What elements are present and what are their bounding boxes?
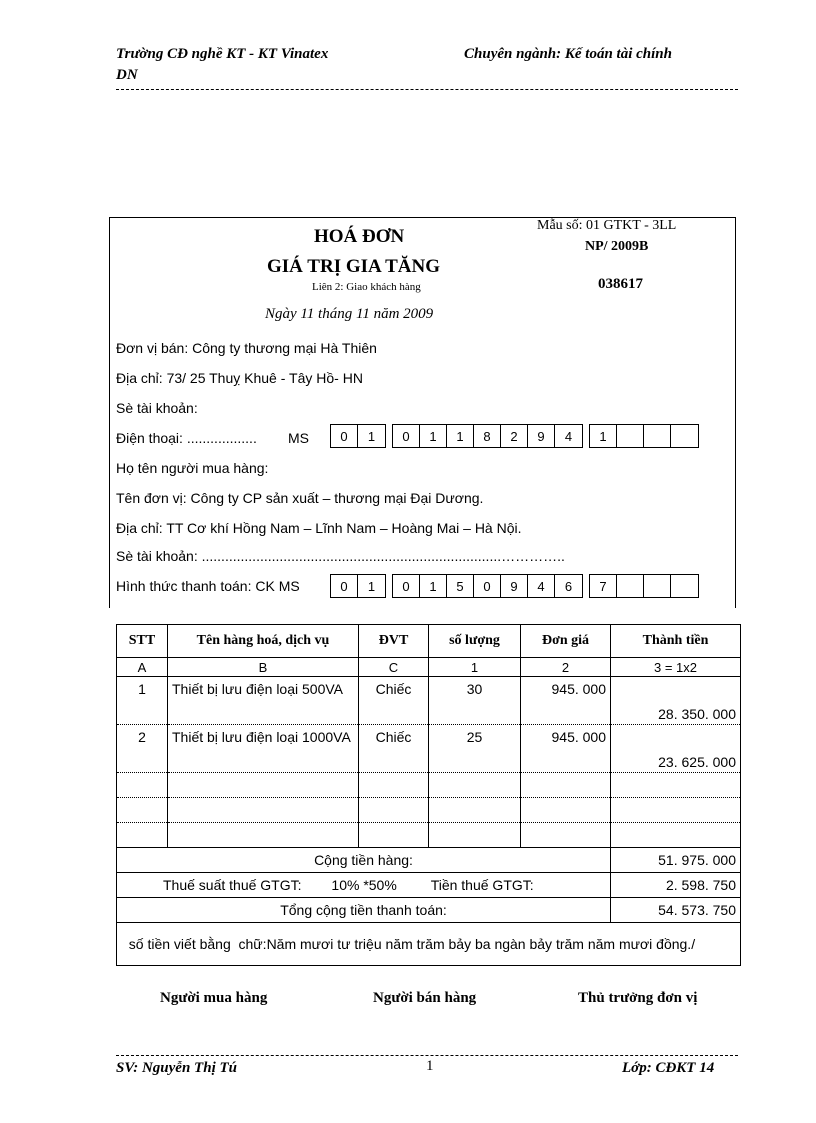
cell-name: Thiết bị lưu điện loại 500VA: [168, 677, 359, 725]
buyer-unit: Tên đơn vị: Công ty CP sản xuất – thương mại Đại Dương.: [116, 490, 484, 506]
col-code: 2: [521, 658, 611, 677]
ms-digit: 8: [474, 425, 501, 447]
header-divider: [116, 89, 738, 90]
table-row: [117, 677, 741, 725]
col-code: 1: [429, 658, 521, 677]
cell-amount: 28. 350. 000: [611, 677, 741, 725]
ms-digit: 1: [590, 425, 617, 447]
seller-phone: Điện thoại: ..................: [116, 430, 257, 446]
buyer-signature-label: Người mua hàng: [160, 990, 268, 1006]
empty-row: [117, 798, 741, 823]
total-label: Tổng cộng tiền thanh toán:: [117, 898, 611, 923]
col-header-qty: số lượng: [429, 625, 521, 658]
invoice-date: Ngày 11 tháng 11 năm 2009: [265, 306, 434, 322]
ms-digit: 5: [447, 575, 474, 597]
subtotal-row: [117, 848, 741, 873]
invoice-series: NP/ 2009B: [585, 239, 649, 254]
col-header-price: Đơn giá: [521, 625, 611, 658]
buyer-tax-code: [330, 574, 705, 598]
col-header-amount: Thành tiền: [611, 625, 741, 658]
ms-digit: 1: [420, 425, 447, 447]
ms-digit: 0: [474, 575, 501, 597]
footer-divider: [116, 1055, 738, 1056]
subtotal-value: 51. 975. 000: [611, 848, 741, 873]
footer-class: Lớp: CĐKT 14: [622, 1060, 715, 1076]
goods-table: [116, 624, 741, 966]
invoice-subtitle: GIÁ TRỊ GIA TĂNG: [267, 256, 440, 277]
ms-digit: [617, 575, 644, 597]
ms-digit: 4: [528, 575, 555, 597]
ms-digit: [671, 575, 698, 597]
ms-digit: 9: [528, 425, 555, 447]
ms-digit: 0: [331, 575, 358, 597]
page-number: 1: [426, 1058, 434, 1074]
buyer-address: Địa chỉ: TT Cơ khí Hồng Nam – Lĩnh Nam – Hoàng Mai – Hà Nội.: [116, 520, 522, 536]
vat-rate-label: Thuế suất thuế GTGT:: [163, 877, 302, 893]
col-code: B: [168, 658, 359, 677]
ms-digit: 0: [393, 575, 420, 597]
seller-tax-code: [330, 424, 705, 448]
ms-digit: 4: [564, 428, 573, 444]
ms-digit: 1: [447, 425, 474, 447]
buyer-account: Sè tài khoản: .............................................................................…………..: [116, 548, 565, 564]
ms-digit: [671, 425, 698, 447]
ms-digit: 1: [420, 575, 447, 597]
ms-digit: [617, 425, 644, 447]
vat-label: Tiền thuế GTGT:: [430, 877, 534, 893]
col-code: 3 = 1x2: [611, 658, 741, 677]
header-school: Trường CĐ nghề KT - KT Vinatex: [116, 46, 329, 62]
invoice-title: HOÁ ĐƠN: [314, 226, 405, 247]
ms-digit: 9: [501, 575, 528, 597]
table-header-row: [117, 625, 741, 658]
subtotal-label: Cộng tiền hàng:: [117, 848, 611, 873]
header-school-cont: DN: [116, 67, 138, 83]
payment-method: Hình thức thanh toán: CK MS: [116, 578, 300, 594]
footer-student: SV: Nguyễn Thị Tú: [116, 1060, 237, 1076]
seller-ms-label: MS: [288, 430, 309, 446]
vat-value: 2. 598. 750: [611, 873, 741, 898]
cell-stt: 2: [117, 725, 168, 773]
ms-digit: 1: [367, 428, 376, 444]
col-header-stt: STT: [117, 625, 168, 658]
empty-row: [117, 823, 741, 848]
vat-cell: [117, 873, 611, 898]
column-code-row: [117, 658, 741, 677]
col-code: C: [359, 658, 429, 677]
seller-account: Sè tài khoản:: [116, 400, 198, 416]
vat-row: [117, 873, 741, 898]
col-header-name: Tên hàng hoá, dịch vụ: [168, 625, 359, 658]
invoice-number: 038617: [598, 276, 643, 292]
header-major: Chuyên ngành: Kế toán tài chính: [464, 46, 672, 62]
table-row: [117, 725, 741, 773]
cell-unit: Chiếc: [359, 677, 429, 725]
cell-amount: 23. 625. 000: [611, 725, 741, 773]
buyer-name: Họ tên người mua hàng:: [116, 460, 269, 476]
cell-price: 945. 000: [521, 677, 611, 725]
seller-unit: Đơn vị bán: Công ty thương mại Hà Thiên: [116, 340, 377, 356]
amount-in-words-row: [117, 923, 741, 966]
cell-qty: 25: [429, 725, 521, 773]
total-value: 54. 573. 750: [611, 898, 741, 923]
ms-digit: 0: [393, 425, 420, 447]
head-signature-label: Thủ trưởng đơn vị: [578, 990, 698, 1006]
ms-digit: [644, 575, 671, 597]
cell-qty: 30: [429, 677, 521, 725]
seller-signature-label: Người bán hàng: [373, 990, 477, 1006]
col-header-unit: ĐVT: [359, 625, 429, 658]
cell-stt: 1: [117, 677, 168, 725]
ms-digit: 7: [590, 575, 617, 597]
amount-in-words: số tiền viết bằng chữ:Năm mươi tư triệu năm trăm bảy ba ngàn bảy trăm năm mươi đồng./: [117, 923, 741, 966]
col-code: A: [117, 658, 168, 677]
ms-digit: [644, 425, 671, 447]
ms-digit: 1: [367, 578, 376, 594]
total-row: [117, 898, 741, 923]
ms-digit: 2: [501, 425, 528, 447]
cell-unit: Chiếc: [359, 725, 429, 773]
seller-address: Địa chỉ: 73/ 25 Thuỵ Khuê - Tây Hồ- HN: [116, 370, 363, 386]
form-number: Mẫu số: 01 GTKT - 3LL: [537, 218, 677, 233]
vat-rate: 10% *50%: [331, 877, 397, 893]
ms-digit: 6: [564, 578, 573, 594]
ms-digit: 0: [331, 425, 358, 447]
cell-price: 945. 000: [521, 725, 611, 773]
cell-name: Thiết bị lưu điện loại 1000VA: [168, 725, 359, 773]
invoice-copy: Liên 2: Giao khách hàng: [312, 281, 421, 293]
empty-row: [117, 773, 741, 798]
